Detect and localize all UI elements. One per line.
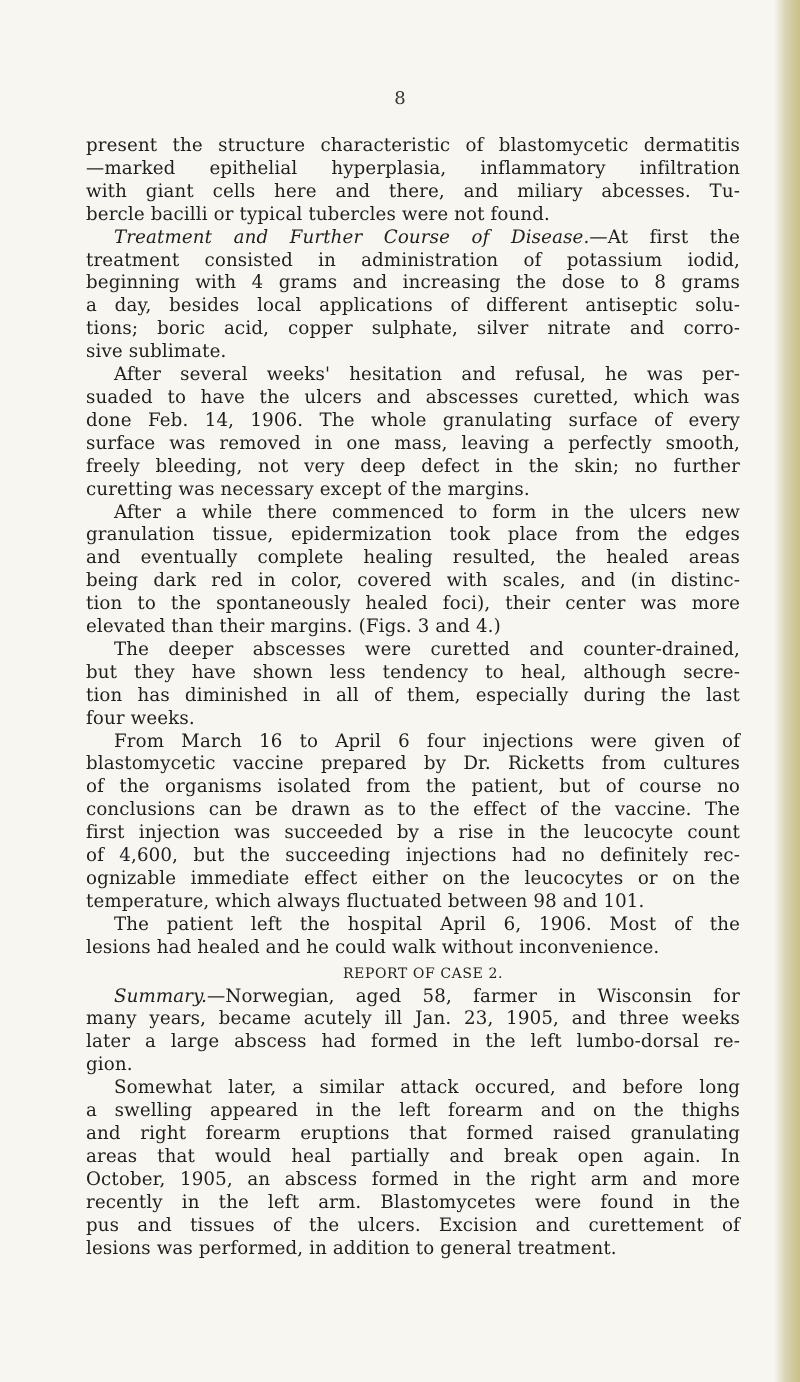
text-line: lesions had healed and he could walk without inconvenience. (86, 936, 660, 958)
text-line: The deeper abscesses were curetted and counter-drained, (114, 638, 740, 660)
text-line: beginning with 4 grams and increasing the dose to 8 grams (86, 272, 740, 294)
text-line: gion. (86, 1054, 133, 1076)
page-number: 8 (394, 88, 406, 109)
text-line: granulation tissue, epidermization took place from the edges (86, 524, 740, 546)
text-line: a swelling appeared in the left forearm and on the thighs (86, 1100, 740, 1122)
text-line: The patient left the hospital April 6, 1906. Most of the (114, 913, 740, 935)
text-line: of 4,600, but the succeeding injections had no definitely rec- (86, 845, 740, 867)
text-line: but they have shown less tendency to heal, although secre- (86, 661, 740, 683)
text-line: four weeks. (86, 707, 195, 729)
text-line: with giant cells here and there, and miliary abcesses. Tu- (86, 180, 740, 202)
text-line: bercle bacilli or typical tubercles were not found. (86, 203, 550, 225)
text-line: pus and tissues of the ulcers. Excision and curettement of (86, 1214, 740, 1236)
text-line: ognizable immediate effect either on the leucocytes or on the (86, 868, 740, 889)
text-line: of the organisms isolated from the patient, but of course no (86, 776, 740, 798)
text-line: and right forearm eruptions that formed raised granulating (86, 1122, 740, 1144)
text-line: later a large abscess had formed in the left lumbo-dorsal re- (86, 1031, 740, 1053)
text-line: curetting was necessary except of the margins. (86, 478, 530, 500)
text-line: first injection was succeeded by a rise in the leucocyte count (86, 822, 740, 844)
text-line: being dark red in color, covered with scales, and (in distinc- (86, 570, 740, 592)
text-line: many years, became acutely ill Jan. 23, 1905, and three weeks (86, 1008, 740, 1030)
text-line: elevated than their margins. (Figs. 3 and 4.) (86, 616, 501, 638)
text-line: blastomycetic vaccine prepared by Dr. Ricketts from cultures (86, 753, 740, 775)
text-line: a day, besides local applications of different antiseptic solu- (86, 295, 740, 317)
text-line: Treatment and Further Course of Disease.—At first the (114, 226, 740, 248)
text-line: surface was removed in one mass, leaving a perfectly smooth, (86, 432, 740, 454)
section-run-in-heading: Treatment and Further Course of Disease. (114, 226, 590, 248)
text-line: temperature, which always fluctuated between 98 and 101. (86, 890, 645, 912)
text-line: tion to the spontaneously healed foci), their center was more (86, 593, 740, 615)
text-line: sive sublimate. (86, 341, 227, 363)
text-line: suaded to have the ulcers and abscesses curetted, which was (86, 386, 740, 408)
text-line: areas that would heal partially and break open again. In (86, 1145, 740, 1167)
summary-run-in-heading: Summary. (114, 985, 208, 1007)
text-line: treatment consisted in administration of potassium iodid, (86, 249, 740, 271)
text-line: present the structure characteristic of blastomycetic dermatitis (86, 135, 740, 156)
text-line: From March 16 to April 6 four injections were given of (114, 730, 740, 752)
text-line: conclusions can be drawn as to the effect of the vaccine. The (86, 799, 740, 821)
text-line: freely bleeding, not very deep defect in the skin; no further (86, 455, 740, 477)
text-line: recently in the left arm. Blastomycetes were found in the (86, 1191, 740, 1213)
text-line: tion has diminished in all of them, especially during the last (86, 684, 740, 706)
text-line: After several weeks' hesitation and refusal, he was per- (114, 364, 740, 386)
text-line: October, 1905, an abscess formed in the right arm and more (86, 1168, 740, 1190)
text-line: done Feb. 14, 1906. The whole granulating surface of every (86, 409, 740, 431)
text-line: After a while there commenced to form in the ulcers new (114, 501, 740, 523)
body-text (86, 135, 740, 1260)
text-line: Somewhat later, a similar attack occured, and before long (114, 1077, 740, 1099)
text-line: Summary.—Norwegian, aged 58, farmer in Wisconsin for (114, 985, 740, 1007)
section-heading: REPORT OF CASE 2. (342, 965, 504, 982)
text-line: —marked epithelial hyperplasia, inflammatory infiltration (86, 157, 740, 179)
page-edge-shadow (774, 0, 800, 1382)
text-line: tions; boric acid, copper sulphate, silver nitrate and corro- (86, 318, 740, 340)
text-line: lesions was performed, in addition to general treatment. (86, 1237, 617, 1259)
text-line: and eventually complete healing resulted, the healed areas (86, 547, 740, 569)
